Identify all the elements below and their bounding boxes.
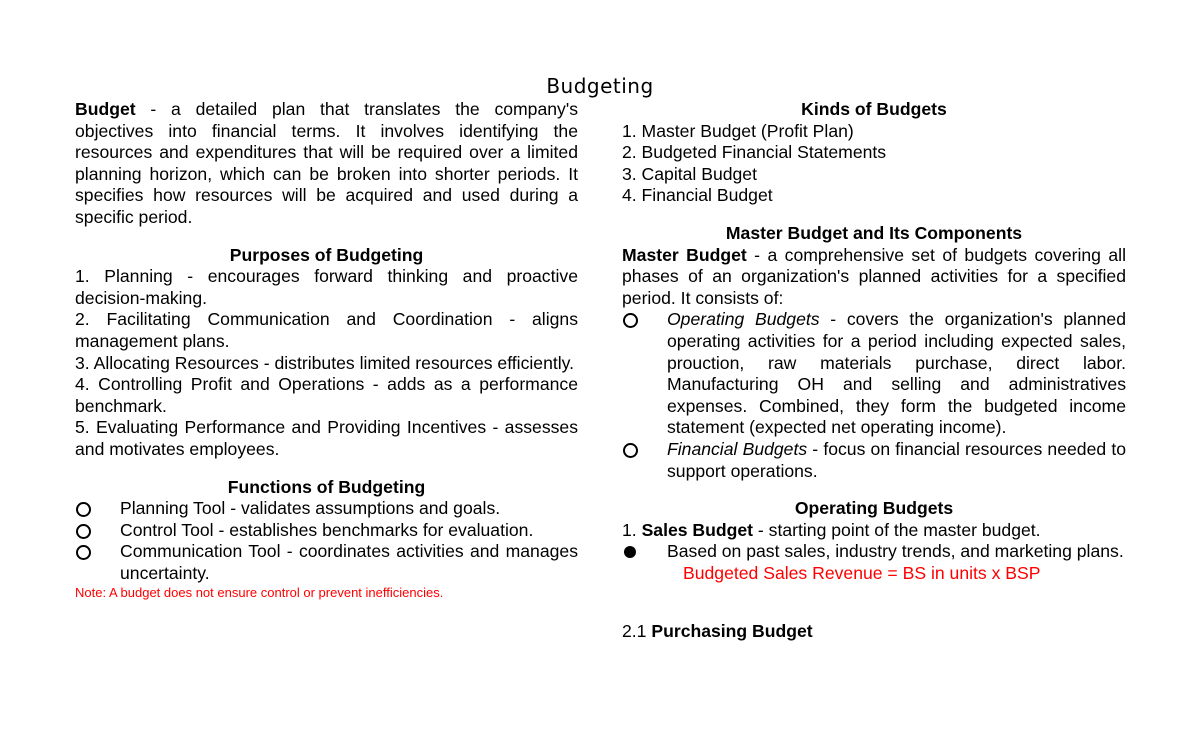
sales-text: - starting point of the master budget. — [753, 519, 1041, 540]
circle-bullet-icon — [623, 313, 638, 328]
operating-heading: Operating Budgets — [794, 498, 954, 519]
sales-term: Sales Budget — [641, 519, 754, 540]
sales-formula: Budgeted Sales Revenue = BS in units x BSP — [683, 562, 1041, 583]
component-text: - focus on financial resources needed to support operations. — [667, 438, 1126, 481]
sales-bullet-text: Based on past sales, industry trends, and marketing plans. — [667, 541, 1124, 562]
purposes-heading: Purposes of Budgeting — [229, 244, 424, 265]
circle-bullet-icon — [623, 443, 638, 458]
purpose-item-3: 3. Allocating Resources - distributes limited resources efficiently. — [75, 352, 575, 373]
kind-item-3: 3. Capital Budget — [622, 163, 757, 184]
sales-budget-line — [622, 520, 1126, 542]
purpose-item-4: 4. Controlling Profit and Operations - adds as a performance benchmark. — [75, 374, 578, 416]
component-financial — [622, 439, 1126, 482]
functions-heading: Functions of Budgeting — [227, 476, 426, 497]
master-definition — [622, 245, 1126, 310]
budget-definition-text: - a detailed plan that translates the company's objectives into financial terms. It involves identifying the resources and expenditures that will be required over a limited planning horizon, which can be broken into shorter periods. It specifies how resources will be acquired and used during a specific period. — [75, 99, 578, 227]
master-term: Master Budget — [622, 244, 747, 265]
function-item-text: Communication Tool - coordinates activities and manages uncertainty. — [120, 541, 578, 583]
function-item-2 — [75, 520, 578, 542]
master-definition-text: - a comprehensive set of budgets covering all phases of an organization's planned activities for a specified period. It consists of: — [622, 244, 1126, 308]
function-item-3 — [75, 541, 578, 584]
component-name: Financial Budgets — [667, 438, 808, 459]
purpose-item-5: 5. Evaluating Performance and Providing Incentives - assesses and motivates employees. — [75, 417, 578, 459]
component-name: Operating Budgets — [667, 309, 820, 330]
circle-bullet-icon — [76, 524, 91, 539]
purchasing-term: Purchasing Budget — [651, 621, 813, 642]
budget-definition — [75, 99, 578, 229]
function-item-1 — [75, 498, 578, 520]
component-operating — [622, 309, 1126, 439]
sales-number: 1. — [622, 519, 642, 540]
function-item-text: Planning Tool - validates assumptions and goals. — [120, 498, 501, 519]
component-text: - covers the organization's planned operating activities for a period including expected sales, prouction, raw materials purchase, direct labor. Manufacturing OH and selling and administratives expenses. Combined, they form the budgeted income statement (expected net operating income). — [667, 309, 1126, 438]
right-column — [622, 99, 1126, 643]
purchasing-budget-line — [622, 621, 1126, 643]
kind-item-4: 4. Financial Budget — [622, 185, 773, 206]
purchasing-number: 2.1 — [622, 621, 652, 642]
circle-bullet-icon — [76, 545, 91, 560]
purpose-item-1: 1. Planning - encourages forward thinking and proactive decision-making. — [75, 266, 578, 308]
master-heading: Master Budget and Its Components — [725, 222, 1023, 243]
filled-circle-bullet-icon — [624, 546, 636, 558]
circle-bullet-icon — [76, 502, 91, 517]
sales-bullet — [622, 541, 1126, 563]
kind-item-2: 2. Budgeted Financial Statements — [622, 142, 887, 163]
budget-term: Budget — [75, 99, 136, 119]
page-title: Budgeting — [546, 74, 654, 98]
functions-note: Note: A budget does not ensure control or prevent inefficiencies. — [75, 585, 444, 601]
kind-item-1: 1. Master Budget (Profit Plan) — [622, 120, 854, 141]
left-column — [75, 99, 578, 602]
purpose-item-2: 2. Facilitating Communication and Coordination - aligns management plans. — [75, 309, 578, 351]
function-item-text: Control Tool - establishes benchmarks for evaluation. — [120, 519, 534, 540]
kinds-heading: Kinds of Budgets — [801, 99, 947, 119]
